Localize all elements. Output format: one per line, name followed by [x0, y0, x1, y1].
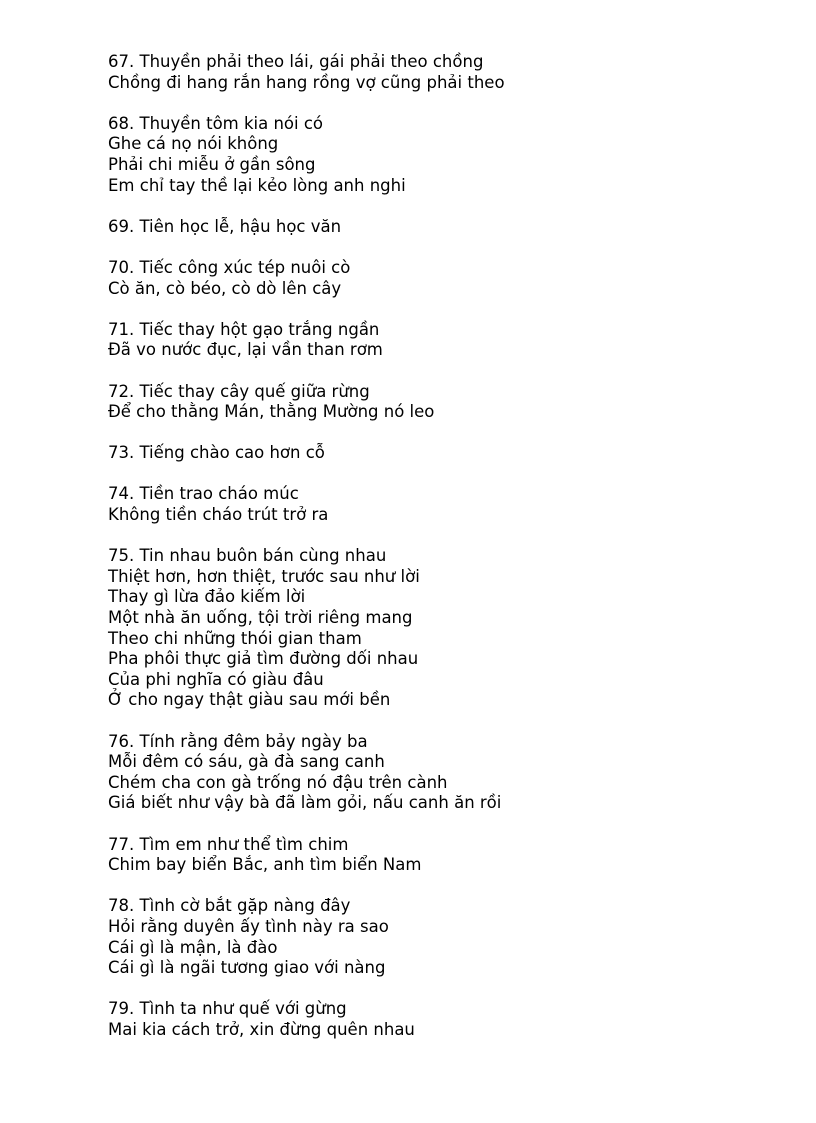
verse-line: Theo chi những thói gian tham	[108, 628, 362, 648]
stanza-69	[108, 217, 798, 238]
verse-line: Pha phôi thực giả tìm đường dối nhau	[108, 649, 419, 669]
verse-line: Của phi nghĩa có giàu đâu	[108, 669, 324, 689]
verse-line: Chim bay biển Bắc, anh tìm biển Nam	[108, 855, 422, 875]
verse-line: Để cho thằng Mán, thằng Mường nó leo	[108, 402, 435, 422]
verse-line: Ghe cá nọ nói không	[108, 134, 279, 154]
verse-line: Cái gì là ngãi tương giao với nàng	[108, 958, 386, 978]
verse-line: 69. Tiên học lễ, hậu học văn	[108, 216, 342, 236]
verse-line: Cái gì là mận, là đào	[108, 937, 278, 957]
verse-line: 75. Tin nhau buôn bán cùng nhau	[108, 546, 387, 566]
verse-line: Không tiền cháo trút trở ra	[108, 505, 329, 525]
verse-line: Em chỉ tay thề lại kẻo lòng anh nghi	[108, 175, 406, 195]
verse-line: Thay gì lừa đảo kiếm lời	[108, 587, 306, 607]
stanza-72	[108, 382, 798, 423]
document-page	[108, 52, 798, 1061]
stanza-79	[108, 999, 798, 1040]
verse-line: 76. Tính rằng đêm bảy ngày ba	[108, 731, 368, 751]
verse-line: Mỗi đêm có sáu, gà đà sang canh	[108, 752, 385, 772]
stanza-74	[108, 484, 798, 525]
verse-line: Đã vo nước đục, lại vần than rơm	[108, 340, 383, 360]
stanza-71	[108, 320, 798, 361]
verse-line: Thiệt hơn, hơn thiệt, trước sau như lời	[108, 566, 420, 586]
verse-line: Chém cha con gà trống nó đậu trên cành	[108, 772, 448, 792]
stanza-73	[108, 443, 798, 464]
verse-line: Mai kia cách trở, xin đừng quên nhau	[108, 1019, 415, 1039]
verse-line: Phải chi miễu ở gần sông	[108, 154, 316, 174]
verse-line: Hỏi rằng duyên ấy tình này ra sao	[108, 916, 389, 936]
stanza-68	[108, 114, 798, 196]
verse-line: 74. Tiền trao cháo múc	[108, 484, 299, 504]
verse-line: Ở cho ngay thật giàu sau mới bền	[108, 690, 391, 710]
verse-line: 78. Tình cờ bắt gặp nàng đây	[108, 896, 351, 916]
verse-line: 67. Thuyền phải theo lái, gái phải theo chồng	[108, 52, 484, 71]
stanza-77	[108, 835, 798, 876]
stanza-70	[108, 258, 798, 299]
stanza-75	[108, 546, 798, 711]
stanza-76	[108, 732, 798, 814]
stanza-78	[108, 896, 798, 978]
verse-line: Giá biết như vậy bà đã làm gỏi, nấu canh ăn rồi	[108, 793, 502, 813]
verse-line: 68. Thuyền tôm kia nói có	[108, 113, 324, 133]
verse-line: 70. Tiếc công xúc tép nuôi cò	[108, 257, 351, 277]
verse-line: 72. Tiếc thay cây quế giữa rừng	[108, 381, 370, 401]
verse-line: Cò ăn, cò béo, cò dò lên cây	[108, 278, 342, 298]
verse-line: 73. Tiếng chào cao hơn cỗ	[108, 443, 325, 463]
verse-line: 79. Tình ta như quế với gừng	[108, 999, 347, 1019]
verse-line: Chồng đi hang rắn hang rồng vợ cũng phải theo	[108, 72, 505, 92]
verse-line: 77. Tìm em như thể tìm chim	[108, 834, 349, 854]
verse-line: 71. Tiếc thay hột gạo trắng ngần	[108, 319, 380, 339]
stanza-67	[108, 52, 798, 93]
verse-line: Một nhà ăn uống, tội trời riêng mang	[108, 608, 413, 628]
